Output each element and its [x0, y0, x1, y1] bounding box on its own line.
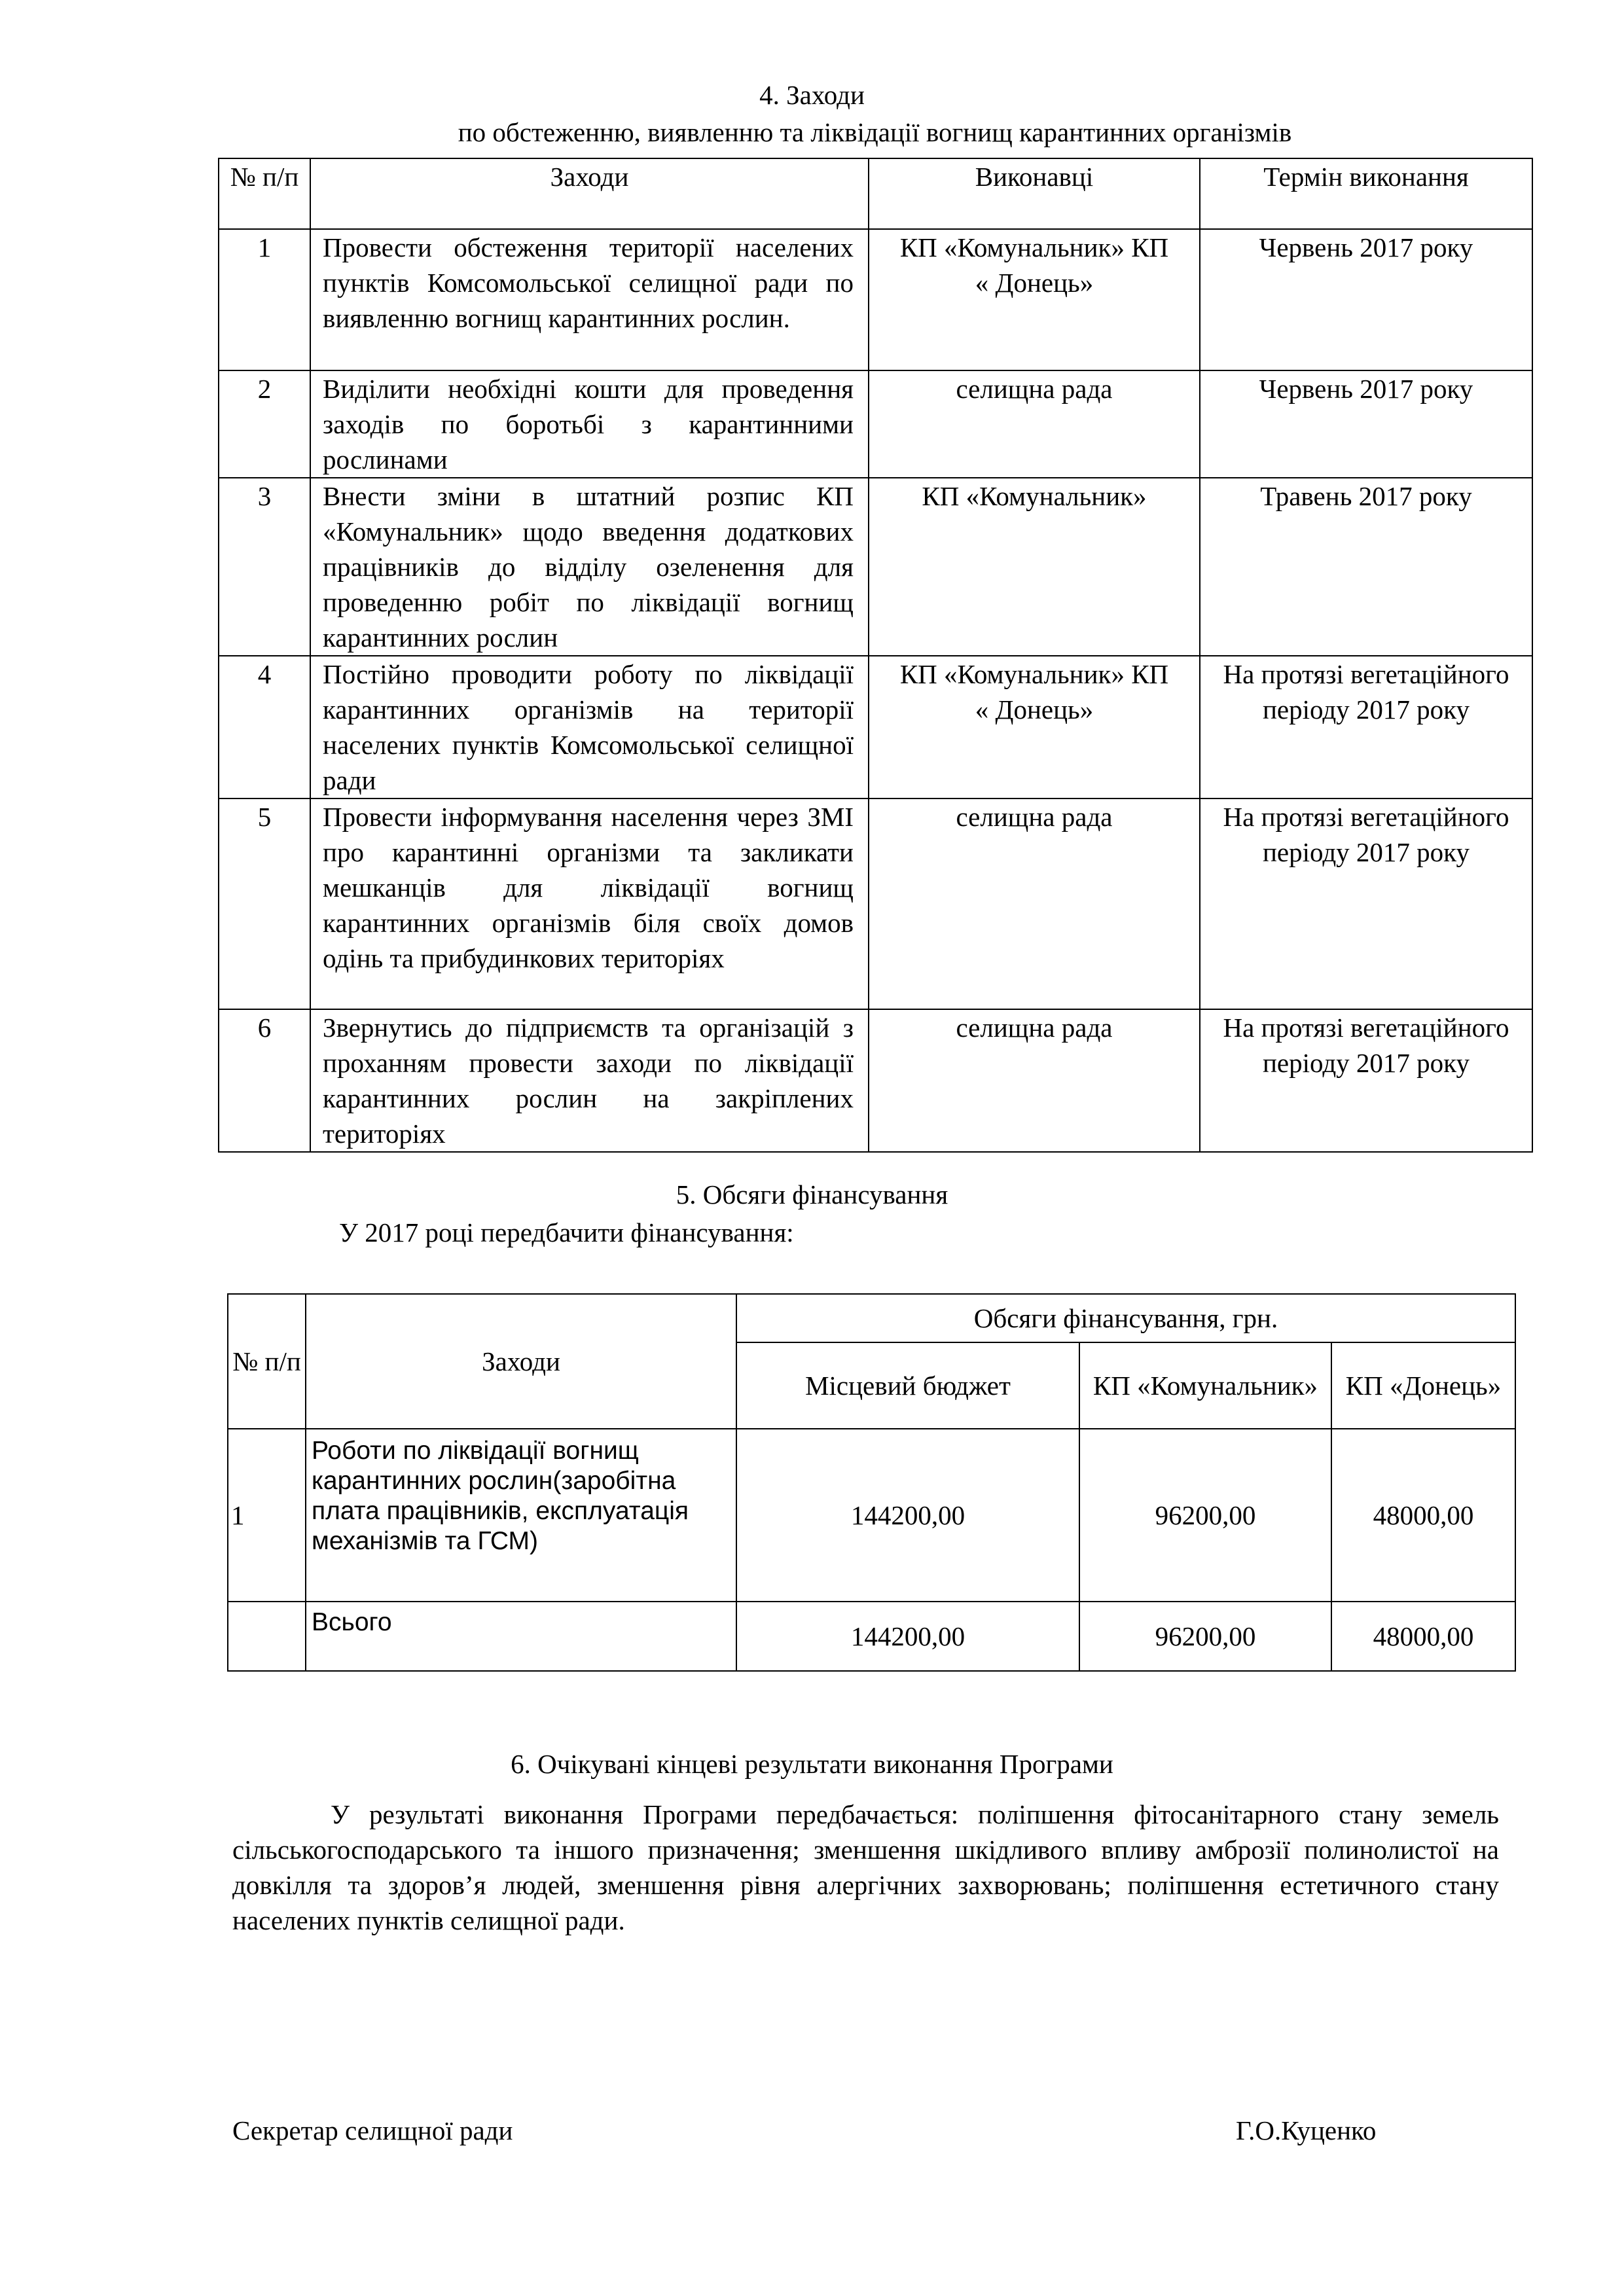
fin-header-measures: Заходи [306, 1294, 736, 1429]
row-num: 3 [219, 478, 310, 656]
fin-row-donets: 48000,00 [1331, 1429, 1515, 1602]
fin-header-num: № п/п [228, 1294, 306, 1429]
row-term: На протязі вегетаційного періоду 2017 року [1200, 656, 1532, 798]
fin-header-local: Місцевий бюджет [736, 1342, 1079, 1429]
table-row [228, 1429, 1515, 1602]
total-donets: 48000,00 [1331, 1602, 1515, 1671]
total-row [228, 1602, 1515, 1671]
table-row [219, 798, 1532, 1009]
fin-row-num: 1 [228, 1429, 306, 1602]
row-term: На протязі вегетаційного періоду 2017 року [1200, 798, 1532, 1009]
section4-subtitle: по обстеженню, виявленню та ліквідації вогнищ карантинних організмів [458, 117, 1292, 147]
row-measure: Провести інформування населення через ЗМІ про карантинні організми та закликати мешканців для ліквідації вогнищ карантинних організмів біля своїх домов одінь та прибудинкових територіях [310, 798, 869, 1009]
measures-table-header [219, 158, 1532, 229]
row-executor: селищна рада [869, 1009, 1200, 1152]
section6-paragraph: У результаті виконання Програми передбачається: поліпшення фітосанітарного стану земель сільськогосподарського та іншого призначення; зменшення шкідливого впливу амброзії полинолистої на довкілля та здоров’я людей, зменшення рівня алергічних захворювань; поліпшення естетичного стану населених пунктів селищної ради. [232, 1799, 1499, 1935]
fin-header-volume: Обсяги фінансування, грн. [736, 1294, 1515, 1342]
row-num: 6 [219, 1009, 310, 1152]
table-row [219, 370, 1532, 478]
financing-table [227, 1293, 1516, 1672]
section6-title: 6. Очікувані кінцеві результати виконання Програми [511, 1749, 1113, 1779]
row-executor: КП «Комунальник» КП « Донець» [869, 656, 1200, 798]
table-row [219, 478, 1532, 656]
row-num: 4 [219, 656, 310, 798]
row-executor: селищна рада [869, 798, 1200, 1009]
fin-row-local: 144200,00 [736, 1429, 1079, 1602]
row-term: Червень 2017 року [1200, 370, 1532, 478]
section5-title: 5. Обсяги фінансування [676, 1179, 948, 1210]
row-num: 1 [219, 229, 310, 370]
fin-row-work: Роботи по ліквідації вогнищ карантинних рослин(заробітна плата працівників, експлуатація механізмів та ГСМ) [306, 1429, 736, 1602]
fin-header-komunalnyk: КП «Комунальник» [1079, 1342, 1331, 1429]
section5-intro: У 2017 році передбачити фінансування: [339, 1217, 794, 1247]
row-num: 5 [219, 798, 310, 1009]
measures-table [218, 158, 1533, 1153]
section4-title: 4. Заходи [759, 80, 865, 110]
total-label: Всього [306, 1602, 736, 1671]
row-executor: КП «Комунальник» КП « Донець» [869, 229, 1200, 370]
total-local: 144200,00 [736, 1602, 1079, 1671]
total-komunalnyk: 96200,00 [1079, 1602, 1331, 1671]
row-measure: Звернутись до підприємств та організацій з проханням провести заходи по ліквідації карантинних рослин на закріплених територіях [310, 1009, 869, 1152]
row-term: Червень 2017 року [1200, 229, 1532, 370]
fin-row-komunalnyk: 96200,00 [1079, 1429, 1331, 1602]
row-term: Травень 2017 року [1200, 478, 1532, 656]
header-term: Термін виконання [1200, 158, 1532, 229]
total-num [228, 1602, 306, 1671]
row-measure: Провести обстеження території населених пунктів Комсомольської селищної ради по виявленню вогнищ карантинних рослин. [310, 229, 869, 370]
financing-header-top [228, 1294, 1515, 1342]
signature-role: Секретар селищної ради [232, 2115, 513, 2145]
signature-name: Г.О.Куценко [1236, 2115, 1377, 2145]
row-measure: Внести зміни в штатний розпис КП «Комунальник» щодо введення додаткових працівників до відділу озеленення для проведенню робіт по ліквідації вогнищ карантинних рослин [310, 478, 869, 656]
table-row [219, 1009, 1532, 1152]
row-executor: КП «Комунальник» [869, 478, 1200, 656]
header-num: № п/п [219, 158, 310, 229]
header-measures: Заходи [310, 158, 869, 229]
table-row [219, 229, 1532, 370]
fin-header-donets: КП «Донець» [1331, 1342, 1515, 1429]
row-num: 2 [219, 370, 310, 478]
row-measure: Виділити необхідні кошти для проведення заходів по боротьбі з карантинними рослинами [310, 370, 869, 478]
header-executors: Виконавці [869, 158, 1200, 229]
table-row [219, 656, 1532, 798]
row-measure: Постійно проводити роботу по ліквідації карантинних організмів на території населених пунктів Комсомольської селищної ради [310, 656, 869, 798]
row-term: На протязі вегетаційного періоду 2017 року [1200, 1009, 1532, 1152]
row-executor: селищна рада [869, 370, 1200, 478]
